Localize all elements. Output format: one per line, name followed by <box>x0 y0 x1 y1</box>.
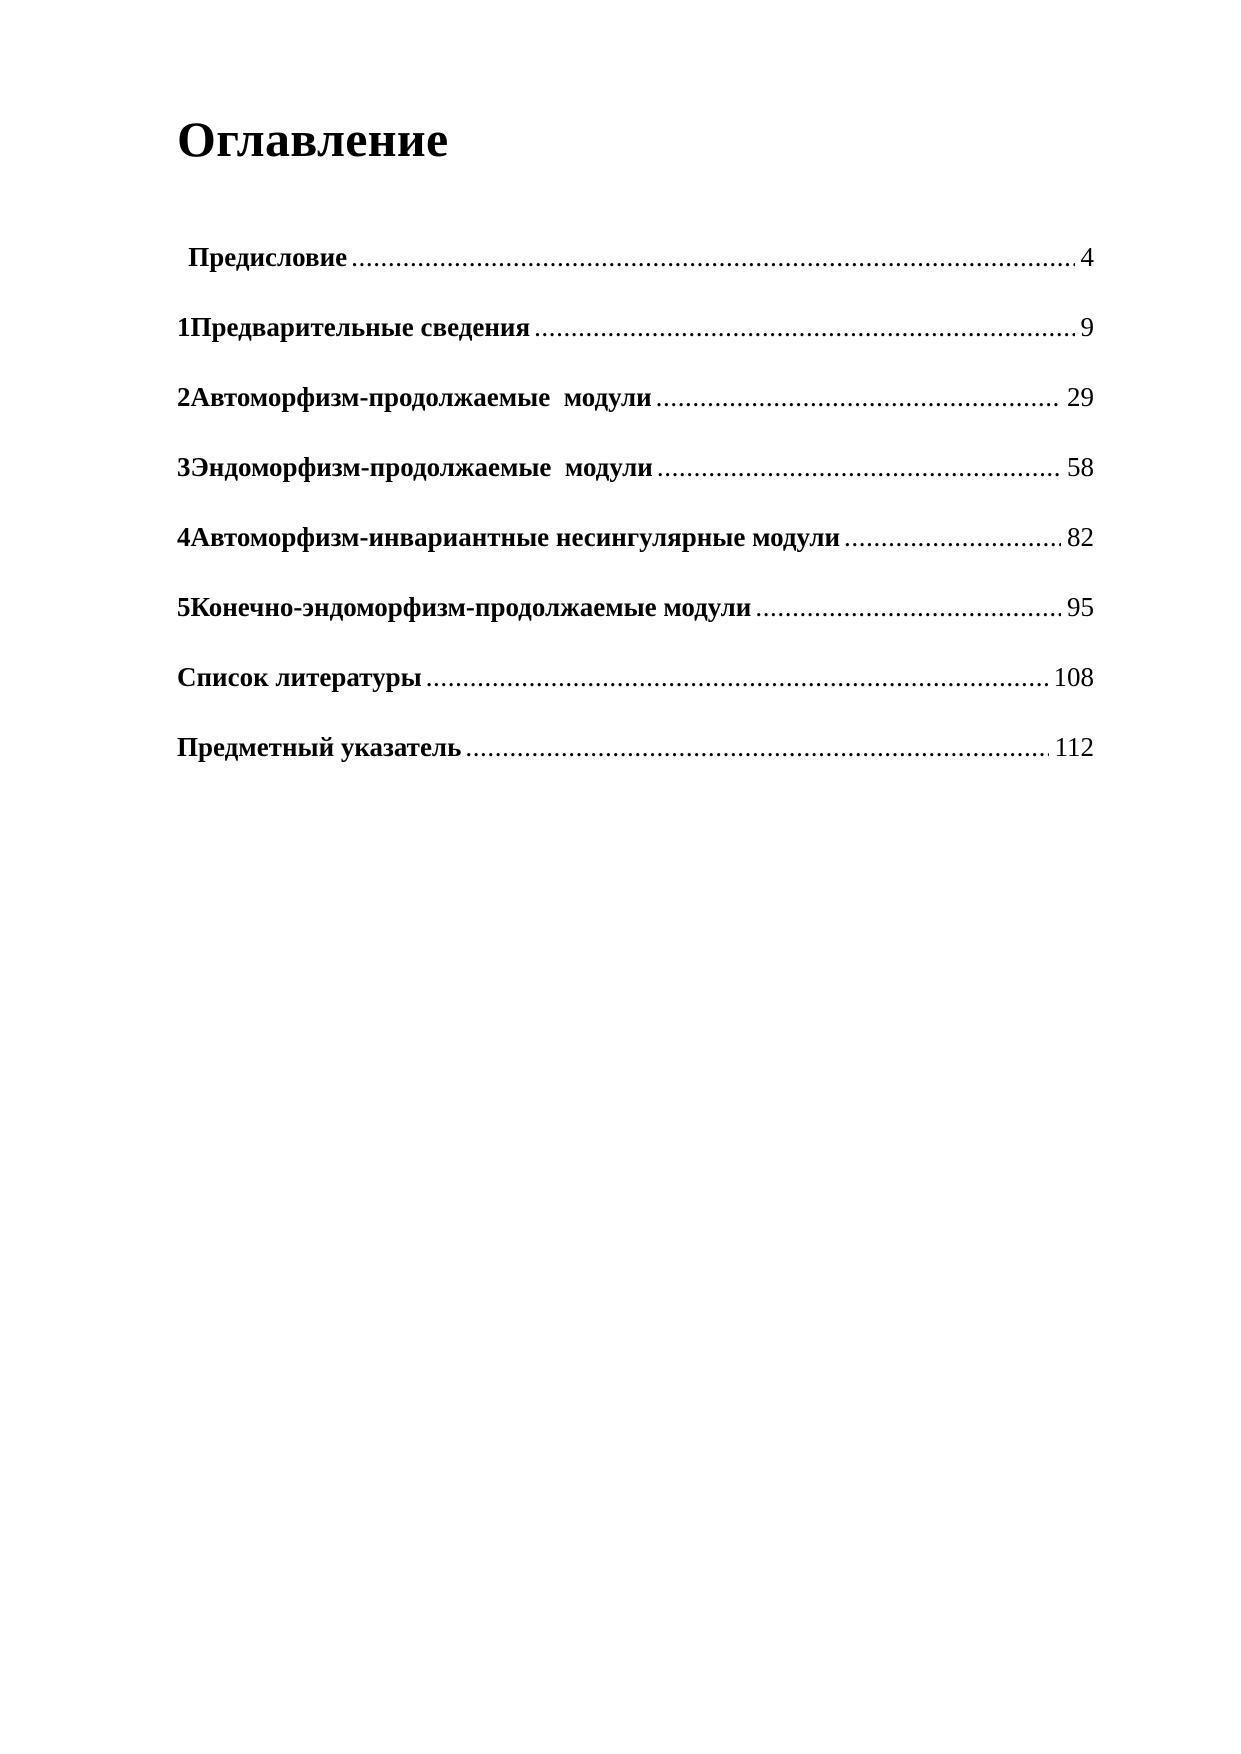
toc-dot-leader <box>755 590 1061 624</box>
toc-entry-number: 1 <box>177 312 191 342</box>
toc-entry-number: 4 <box>177 522 191 552</box>
toc-entry-chapter-5[interactable] <box>177 590 1094 660</box>
toc-entry-chapter-3[interactable] <box>177 450 1094 520</box>
toc-dot-leader <box>351 240 1074 274</box>
toc-dot-leader <box>465 730 1048 764</box>
toc-dot-leader <box>844 520 1061 554</box>
toc-entry-number: 5 <box>177 592 191 622</box>
toc-entry-page: 4 <box>1080 242 1094 272</box>
toc-entry-page: 95 <box>1067 592 1094 622</box>
toc-entry-label: Список литературы <box>177 662 422 692</box>
page-title: Оглавление <box>177 111 449 167</box>
toc-entry-bibliography[interactable] <box>177 660 1094 730</box>
toc-entry-label: Предметный указатель <box>177 732 462 762</box>
toc-entry-page: 108 <box>1053 662 1094 692</box>
toc-entry-label: Предварительные сведения <box>190 312 531 342</box>
toc-entry-page: 9 <box>1080 312 1094 342</box>
toc-entry-chapter-2[interactable] <box>177 380 1094 450</box>
toc-dot-leader <box>534 310 1074 344</box>
toc-entry-preface[interactable] <box>177 240 1094 310</box>
toc-entry-label: Автоморфизм-инвариантные несингулярные модули <box>190 522 841 552</box>
toc-entry-chapter-1[interactable] <box>177 310 1094 380</box>
toc-entry-page: 58 <box>1067 452 1094 482</box>
toc-entry-page: 112 <box>1054 732 1094 762</box>
toc-entry-number: 3 <box>177 452 191 482</box>
toc-entry-label: Конечно-эндоморфизм-продолжаемые модули <box>190 592 752 622</box>
toc-entry-label: Предисловие <box>188 242 348 272</box>
toc-entry-page: 29 <box>1067 382 1094 412</box>
toc-entry-number: 2 <box>177 382 191 412</box>
toc-entry-subject-index[interactable] <box>177 730 1094 800</box>
table-of-contents <box>177 240 1094 800</box>
toc-entry-page: 82 <box>1067 522 1094 552</box>
toc-dot-leader <box>657 450 1061 484</box>
toc-entry-chapter-4[interactable] <box>177 520 1094 590</box>
toc-dot-leader <box>656 380 1061 414</box>
toc-dot-leader <box>426 660 1048 694</box>
toc-entry-label: Эндоморфизм-продолжаемые модули <box>190 452 653 482</box>
toc-entry-label: Автоморфизм-продолжаемые модули <box>190 382 652 412</box>
